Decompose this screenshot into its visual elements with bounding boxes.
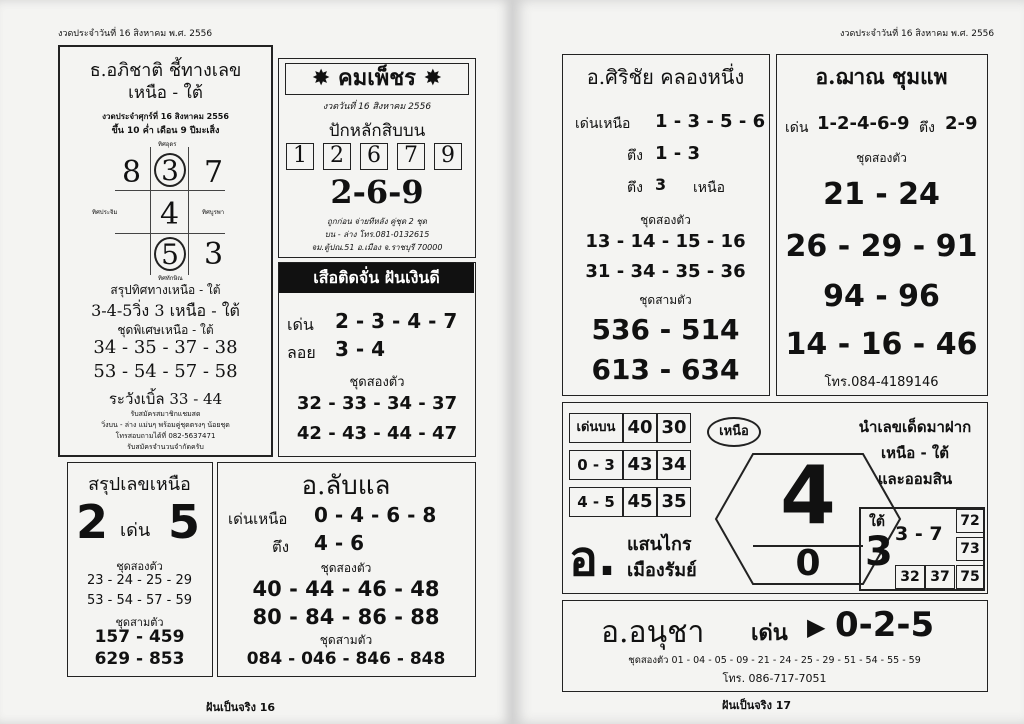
pair-row: 53 - 54 - 57 - 59	[86, 593, 193, 608]
triple-row: 157 - 459	[94, 627, 185, 647]
special-label: ชุดพิเศษเหนือ - ใต้	[117, 323, 214, 337]
chumphae-box	[776, 54, 988, 396]
pair-row: 13 - 14 - 15 - 16	[585, 231, 746, 252]
watch-line: ระวังเบิ้ล 33 - 44	[108, 390, 223, 408]
arrow-right-icon: ▶	[807, 613, 826, 641]
special-row: 34 - 35 - 37 - 38	[93, 337, 238, 358]
straight-value: 3	[655, 175, 667, 194]
triple-label: ชุดสามตัว	[639, 293, 692, 307]
lead-label: เด่น	[785, 120, 809, 136]
grid-cell: 45	[623, 487, 657, 517]
dir-east-label: ทิศบูรพา	[202, 209, 225, 216]
right-footer: ฝันเป็นจริง 17	[722, 699, 792, 712]
lead-value: 0 - 4 - 6 - 8	[314, 503, 437, 527]
digit-cell: 7	[397, 143, 425, 170]
straight-label: ตึง	[627, 148, 643, 164]
brand-line: นำเลขเด็ดมาฝาก	[858, 418, 972, 436]
straight-value: 2-9	[945, 113, 978, 134]
note: วิ่งบน - ล่าง แม่นๆ พร้อมคู่ชุดตรงๆ น้อยชุด	[101, 421, 230, 429]
straight-value: 4 - 6	[314, 531, 365, 555]
left-footer: ฝันเป็นจริง 16	[206, 701, 276, 714]
grid-cell: เด่นบน	[569, 413, 623, 443]
sirichai-box	[562, 54, 770, 396]
grid-cell: 0 - 3	[569, 450, 623, 480]
summary-label: สรุปทิศทางเหนือ - ใต้	[110, 283, 221, 297]
triple-label: ชุดสามตัว	[115, 616, 164, 629]
straight-suffix: เหนือ	[693, 180, 725, 196]
south-big: 3	[865, 529, 893, 575]
grid-line	[115, 233, 225, 234]
dir-west-label: ทิศประจิม	[92, 209, 118, 216]
big-digit: 4	[780, 449, 836, 542]
note: โทรสอบถามได้ที่ 082-5637471	[115, 432, 216, 440]
brand-line: และออมสิน	[877, 470, 953, 488]
pair-row: 94 - 96	[823, 279, 940, 314]
small-digit: 0	[795, 543, 821, 584]
grid-cell: 7	[204, 155, 224, 190]
triple-label: ชุดสามตัว	[319, 633, 373, 647]
kompet-info: ถูกก่อน จ่ายทีหลัง คู่ชุด 2 ชุด	[327, 217, 427, 226]
north-badge: เหนือ	[707, 417, 761, 447]
south-cell: 75	[956, 565, 984, 589]
digit-cell: 2	[323, 143, 351, 170]
summary-num: 5	[168, 495, 201, 549]
kompet-info: จม.ตู้ปณ.51 อ.เมือง จ.ราชบุรี 70000	[311, 243, 443, 252]
lablae-title: อ.ลับแล	[301, 471, 391, 501]
pair-row: 42 - 43 - 44 - 47	[296, 423, 458, 444]
note: รับสมัครจำนวนจำกัดครับ	[127, 443, 204, 451]
phone: โทร. 086-717-7051	[722, 672, 827, 685]
logo-letter: อ.	[569, 531, 617, 587]
grid-cell: 43	[623, 450, 657, 480]
grid-cell: 40	[623, 413, 657, 443]
left-header: งวดประจำวันที่ 16 สิงหาคม พ.ศ. 2556	[58, 29, 213, 39]
pair-label: ชุดสองตัว	[856, 151, 907, 165]
lead-label: เด่นเหนือ	[228, 510, 288, 528]
pair-row: 23 - 24 - 25 - 29	[86, 573, 193, 588]
apichat-date: งวดประจำศุกร์ที่ 16 สิงหาคม 2556	[102, 112, 229, 121]
grid-line	[188, 147, 189, 275]
summary-north-title: สรุปเลขเหนือ	[88, 474, 191, 495]
pair-row: 26 - 29 - 91	[785, 229, 978, 264]
dir-south-label: ทิศทักษิณ	[158, 275, 183, 282]
note: รับสมัครสมาชิกแชมสด	[130, 410, 201, 418]
apichat-box	[58, 45, 273, 457]
grid-cell: 4	[160, 197, 180, 232]
pair-label: ชุดสองตัว	[640, 213, 691, 227]
pair-row: 14 - 16 - 46	[785, 327, 978, 362]
south-cell: 37	[925, 565, 955, 589]
grid-cell: 30	[657, 413, 691, 443]
summary-num: 2	[76, 495, 109, 549]
digit-cell: 1	[286, 143, 314, 170]
grid-cell: 4 - 5	[569, 487, 623, 517]
south-pair: 3 - 7	[895, 523, 943, 545]
lead-label: เด่น	[287, 315, 314, 334]
apichat-subtitle: เหนือ - ใต้	[128, 83, 203, 103]
digit-cell: 9	[434, 143, 462, 170]
right-header: งวดประจำวันที่ 16 สิงหาคม พ.ศ. 2556	[840, 29, 995, 39]
straight-label: ตึง	[272, 538, 290, 556]
pair-line: ชุดสองตัว 01 - 04 - 05 - 09 - 21 - 24 - 25 - 29 - 51 - 54 - 55 - 59	[628, 655, 921, 666]
straight-label: ตึง	[919, 120, 935, 136]
straight-label: ตึง	[627, 180, 643, 196]
grid-cell: 3	[204, 237, 224, 272]
kompet-box	[278, 58, 476, 258]
name-line: เมืองรัมย์	[627, 560, 697, 581]
sirichai-title: อ.ศิริชัย คลองหนึ่ง	[586, 65, 745, 89]
straight-value: 1 - 3	[655, 143, 701, 164]
digit-cell: 6	[360, 143, 388, 170]
star-icon: ✸	[416, 66, 443, 91]
pair-row: 80 - 84 - 86 - 88	[252, 605, 440, 629]
pair-row: 21 - 24	[823, 177, 940, 212]
lead-label: เด่นเหนือ	[575, 116, 631, 132]
brand-line: เหนือ - ใต้	[880, 444, 949, 462]
lead-value: 1 - 3 - 5 - 6	[655, 111, 766, 132]
kompet-title-box	[285, 63, 469, 95]
kompet-main: 2-6-9	[330, 173, 424, 211]
anucha-title: อ.อนุชา	[601, 615, 705, 650]
pair-label: ชุดสองตัว	[320, 561, 372, 575]
south-cell: 32	[895, 565, 925, 589]
triple-row: 536 - 514	[591, 313, 740, 346]
summary-mid: เด่น	[120, 520, 151, 541]
triple-row: 613 - 634	[591, 353, 740, 386]
kompet-date: งวดวันที่ 16 สิงหาคม 2556	[322, 102, 432, 112]
grid-line	[150, 147, 151, 275]
pair-label: ชุดสองตัว	[116, 560, 163, 573]
suea-box	[278, 262, 476, 457]
phone: โทร.084-4189146	[824, 375, 939, 390]
special-row: 53 - 54 - 57 - 58	[93, 361, 238, 382]
pair-row: 32 - 33 - 34 - 37	[296, 393, 458, 414]
lead-value: 2 - 3 - 4 - 7	[335, 309, 458, 333]
apichat-title: ธ.อภิชาติ ชี้ทางเลข	[89, 60, 242, 81]
apichat-lunar: ขึ้น 10 ค่ำ เดือน 9 ปีมะเส็ง	[111, 126, 220, 136]
grid-cell: 5	[154, 237, 186, 271]
anucha-box	[562, 600, 988, 692]
grid-cell: 35	[657, 487, 691, 517]
suea-banner: เสือติดจั่น ฝันเงินดี	[279, 263, 474, 293]
grid-cell: 3	[154, 153, 186, 187]
kompet-title: คมเพ็ชร	[338, 66, 416, 91]
triple-row: 629 - 853	[94, 649, 185, 669]
summary-line: 3-4-5วิ่ง 3 เหนือ - ใต้	[91, 301, 240, 320]
dir-north-label: ทิศอุดร	[158, 141, 177, 148]
chumphae-title: อ.ฌาณ ชุมแพ	[815, 64, 948, 89]
pick-label: ปักหลักสิบบน	[328, 121, 426, 141]
lablae-box	[217, 462, 476, 677]
saenkrai-box	[562, 402, 988, 594]
grid-cell: 34	[657, 450, 691, 480]
pair-row: 31 - 34 - 35 - 36	[585, 261, 746, 282]
grid-cell: 8	[122, 155, 142, 190]
south-box	[859, 507, 985, 591]
lead-value: 1-2-4-6-9	[817, 113, 910, 134]
star-icon: ✸	[311, 66, 338, 91]
south-cell: 72	[956, 509, 984, 533]
lead-label: เด่น	[751, 621, 788, 646]
triple-row: 084 - 046 - 846 - 848	[246, 649, 446, 669]
pair-row: 40 - 44 - 46 - 48	[252, 577, 440, 601]
right-page	[512, 0, 1024, 724]
summary-north-box	[67, 462, 213, 677]
pair-label: ชุดสองตัว	[349, 375, 405, 390]
float-label: ลอย	[287, 343, 316, 362]
lead-value: 0-2-5	[835, 605, 935, 645]
grid-line	[115, 190, 225, 191]
south-cell: 73	[956, 537, 984, 561]
south-label: ใต้	[869, 514, 885, 530]
name-line: แสนไกร	[627, 534, 692, 555]
kompet-info: บน - ล่าง โทร.081-0132615	[324, 230, 430, 239]
float-value: 3 - 4	[335, 337, 386, 361]
